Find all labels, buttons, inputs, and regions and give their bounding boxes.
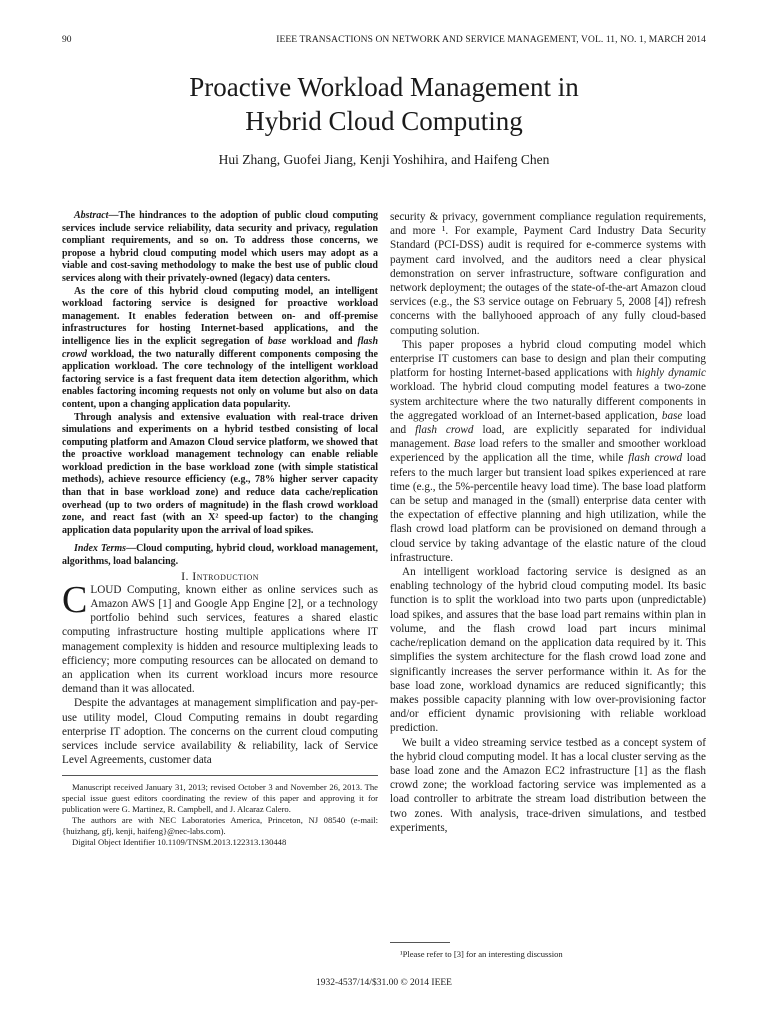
right-paragraph-4: We built a video streaming service testbed as a concept system of the hybrid cloud computing model. It has a local cluster serving as the base load zone and the Amazon EC2 infrastructure [1] as the flash crowd zone; the workload factoring service was implemented as a load controller to arbitrate the stream load distribution between the two zones. With analysis, trace-driven simulations, and testbed experiments, (390, 736, 706, 834)
index-terms-lead: Index Terms (74, 543, 127, 555)
abstract-text-1: —The hindrances to the adoption of public cloud computing services include service reliability, data security and privacy, regulation compliant requirements, and so on. To address those concerns, we propose a hybrid cloud computing model which users may adopt as a viable and cost-saving methodology to make the best use of public cloud services along with their privately-owned (legacy) data centers. (62, 210, 378, 284)
right-text-2c: load and (390, 409, 706, 437)
footnotes-left (62, 782, 378, 848)
right-footnote-divider (390, 942, 450, 943)
index-terms (62, 543, 378, 568)
footnote-1: ¹Please refer to [3] for an interesting discussion (400, 949, 563, 959)
right-paragraph-2 (390, 338, 706, 565)
index-terms-text: —Cloud computing, hybrid cloud, workload management, algorithms, load balancing. (62, 543, 378, 568)
right-em-flash: flash crowd (415, 424, 474, 437)
right-em-base: base (661, 409, 683, 422)
abstract-em-base: base (267, 335, 287, 347)
left-column (62, 210, 378, 848)
right-text-2e: load refers to the smaller and smoother workload experienced by the application all the time, while (390, 438, 706, 465)
running-head: IEEE TRANSACTIONS ON NETWORK AND SERVICE MANAGEMENT, VOL. 11, NO. 1, MARCH 2014 (276, 35, 706, 45)
author-list: Hui Zhang, Guofei Jiang, Kenji Yoshihira, and Haifeng Chen (218, 152, 550, 167)
abstract-em-flash: flash crowd (62, 335, 378, 360)
right-em-highly-dynamic: highly dynamic (636, 367, 706, 380)
title-line-1: Proactive Workload Management in (189, 72, 579, 102)
page-number: 90 (62, 35, 72, 45)
abstract-paragraph-3: Through analysis and extensive evaluation with real-trace driven simulations and experiments on a hybrid testbed consisting of local computing platform and Amazon Cloud service platform, we showed that the proactive workload management technology can enable reliable workload prediction in the base workload zone (with simple statistical methods), achieve resource efficiency (e.g., 78% higher server capacity than that in base workload zone) and reduce data cache/replication overhead (up to two orders of magnitude) in the flash crowd workload zone, and react fast (with an X² speed-up factor) to the changing application data popularity upon the arrival of load spikes. (62, 411, 378, 536)
right-column (390, 210, 706, 835)
abstract-text-2a: As the core of this hybrid cloud computing model, an intelligent workload factoring service is designed for proactive workload management. It enables federation between on- and off-premise infrastructures for hosting Internet-based applications, and the intelligence lies in the explicit segregation of (62, 285, 378, 347)
footnote-authors: The authors are with NEC Laboratories America, Princeton, NJ 08540 (e-mail: {huizhang, gfj, kenji, haifeng}@nec-labs.com). (62, 815, 378, 837)
right-paragraph-1: security & privacy, government compliance regulation requirements, and more ¹. For example, Payment Card Industry Data Security Standard (PCI-DSS) audit is required for e-commerce systems with payment card involved, and the auditors need a clear physical demonstration on server infrastructure, software configuration and network deployment; the outages of the state-of-the-art Amazon cloud services (e.g., the S3 service outage on February 5, 2008 [4]) refresh concerns with the ballyhooed approach of any fully cloud-based computing solution. (390, 211, 706, 337)
right-paragraph-3: An intelligent workload factoring service is designed as an enabling technology of the hybrid cloud computing model. Its basic function is to split the workload into two parts upon (unpredictable) load spikes, and assures that the base load part remains within plan in volume, and the flash crowd load part incurs minimal cache/replication demand on the application data required by it. This simplifies the system architecture for the flash crowd load zone and significantly increases the server performance within it. As for the base load zone, workload dynamics are reduced significantly; this makes possible capacity planning with low over-provisioning factor and/or efficient dynamic provisioning with reliable workload prediction. (390, 566, 706, 735)
right-text-2b: workload. The hybrid cloud computing model features a two-zone system architecture where the two naturally different components in the aggregated workload of an Internet-based application, (390, 381, 706, 422)
copyright-line: 1932-4537/14/$31.00 © 2014 IEEE (316, 978, 452, 988)
footnote-manuscript: Manuscript received January 31, 2013; revised October 3 and November 26, 2013. The special issue guest editors coordinating the review of this paper and approving it for publication were G. Martinez, R. Campbell, and J. Alcaraz Calero. (62, 782, 378, 815)
abstract (62, 210, 378, 569)
abstract-paragraph-2 (62, 286, 378, 412)
footnote-divider (62, 775, 378, 776)
abstract-text-2b: workload and (286, 335, 358, 347)
intro-paragraph-1 (62, 578, 378, 697)
right-text-2d: load, are explicitly separated for individual management. (390, 424, 707, 451)
right-em-flash-2: flash crowd (628, 452, 683, 465)
abstract-lead: Abstract (74, 210, 109, 221)
abstract-paragraph-1 (62, 210, 378, 286)
right-text-2a: This paper proposes a hybrid cloud computing model which enterprise IT customers can base to design and plan their computing platform for hosting Internet-based applications with (390, 338, 706, 380)
section-heading-introduction: I. Introduction (181, 568, 259, 583)
right-footnote (390, 949, 706, 959)
intro-text-1: LOUD Computing, known either as online services such as Amazon AWS [1] and Google App Engine [2], or a technology portfolio behind such services, features a shared elastic computing infrastructure hosting multiple applications where IT management complexity is hidden and resource multiplexing leads to efficiency; more computing resources can be allocated on demand to an application when its current workload incurs more resource demand than it was allocated. (62, 583, 378, 696)
paper-title (0, 70, 768, 138)
right-em-base-2: Base (453, 438, 476, 451)
title-line-2: Hybrid Cloud Computing (245, 106, 523, 136)
intro-paragraph-2: Despite the advantages at management simplification and pay-per-use utility model, Cloud Computing remains in doubt regarding enterprise IT adoption. The concerns on the current cloud computing services include service availability & reliability, lack of Service Level Agreements, customer data (62, 697, 378, 767)
right-text-2f: load refers to the much larger but transient load spikes experienced at rare time (e.g., the 5%-percentile heavy load time). The base load platform can be setup and managed in the (small) enterprise data center with the expectation of effective planning and high utilization, while the flash crowd load platform can be provisioned on demand through a cloud service by taking advantage of the elastic nature of the cloud infrastructure. (390, 452, 707, 564)
dropcap: C (62, 578, 88, 621)
footnote-doi: Digital Object Identifier 10.1109/TNSM.2013.122313.130448 (72, 837, 287, 848)
abstract-text-2c: workload, the two naturally different components composing the application workload. The core technology of the intelligent workload factoring service is a fast frequent data item detection algorithm, which enables factoring incoming requests not only on volume but also on data content, upon a changing application data popularity. (62, 348, 378, 410)
